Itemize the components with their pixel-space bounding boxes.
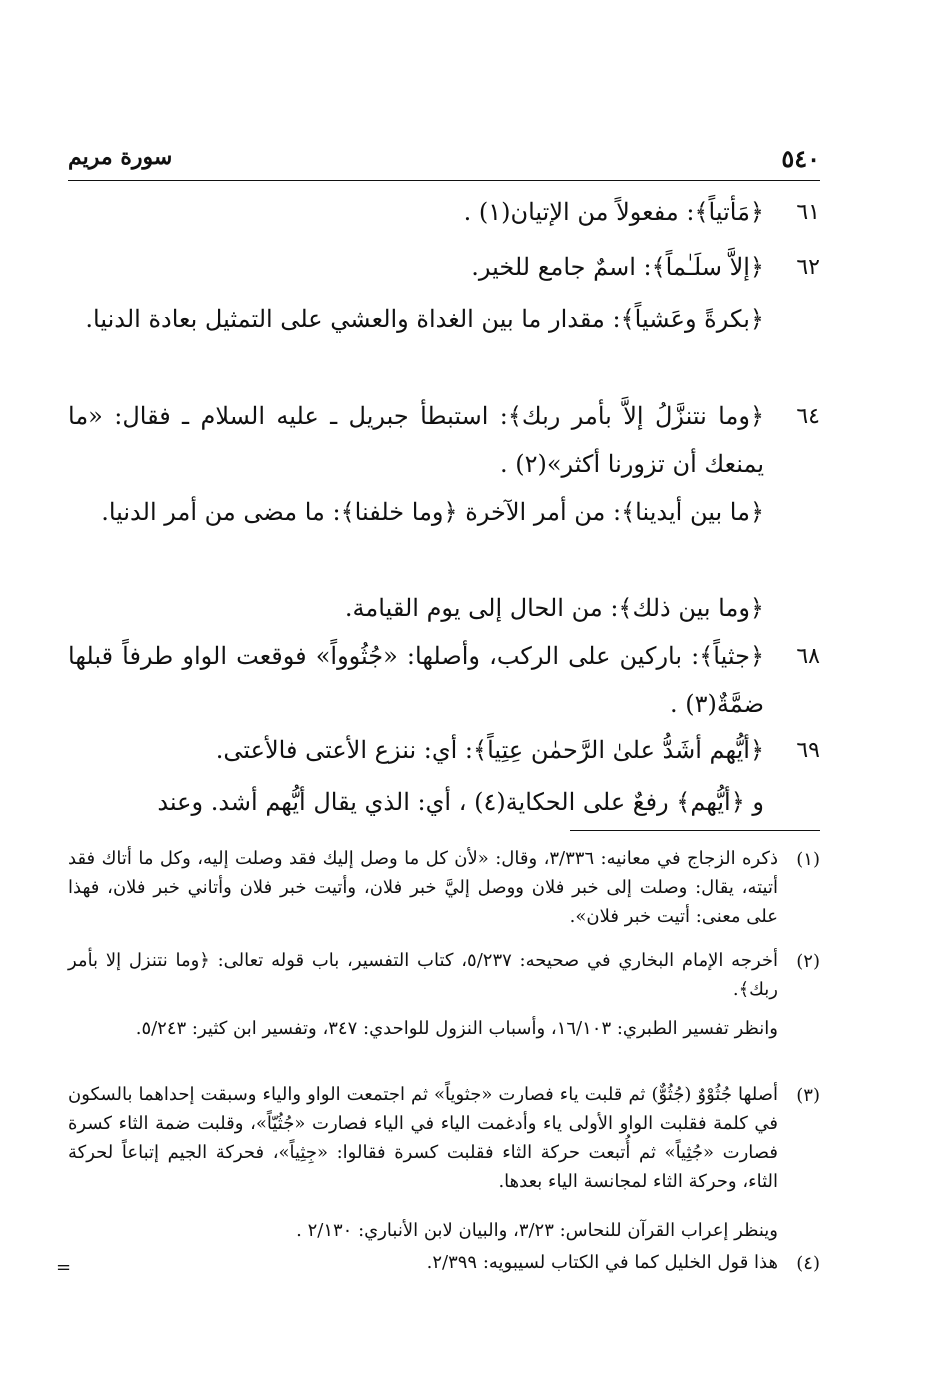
footnote	[68, 844, 820, 934]
footnote-text: ذكره الزجاج في معانيه: ٣/٣٣٦، وقال: «لأن كل ما وصل إليك فقد وصلت إليه، وكل ما أتاك فقد أتيته، يقال: وصلت إلى خبر فلان ووصل إليَّ خبر فلان، وأتيت خبر فلان وأتاني خبر فلان، فهذا على معنى: أتيت خبر فلان».	[68, 848, 778, 927]
verse-text: ﴿جثياً﴾: باركين على الركب، وأصلها: «جُثُوواً» فوقعت الواو طرفاً قبلها ضمَّةٌ(٣) .	[68, 642, 764, 718]
verse-number: ٦٩	[796, 738, 820, 763]
footnote-number: (٢)	[796, 951, 820, 972]
footnote-number: (١)	[796, 849, 820, 870]
footnote-number: (٣)	[796, 1085, 820, 1106]
footnote-text: وينظر إعراب القرآن للنحاس: ٣/٢٣، والبيان لابن الأنباري: ٢/١٣٠ .	[296, 1220, 778, 1241]
verse-text: ﴿وما بين ذلك﴾: من الحال إلى يوم القيامة.	[344, 594, 764, 622]
footnote-text: هذا قول الخليل كما في الكتاب لسيبويه: ٢/٣٩٩.	[426, 1252, 778, 1273]
footnote-number: (٤)	[796, 1253, 820, 1274]
verse-entry	[68, 392, 820, 488]
footnote	[68, 1014, 820, 1074]
verse-entry	[68, 295, 820, 391]
verse-text: و ﴿أيُّهم﴾ رفعٌ على الحكاية(٤) ، أي: الذي يقال أيُّهم أشد. وعند	[157, 788, 764, 816]
verse-entry	[68, 632, 820, 728]
footnote	[68, 1248, 820, 1278]
footnote	[68, 1080, 820, 1200]
footnote-text: أصلها جُثُوْوٌ (جُثُوٌّ) ثم قلبت ياء فصارت «جثوياً» ثم اجتمعت الواو والياء وسبقت إحداهما بالسكون في كلمة فقلبت الواو الأولى ياء وأدغمت الياء في الياء فصارت «جُثُيّاً»، وقلبت ضمة الثاء كسرة فصارت «جُثِياً» ثم أُتبعت حركة الثاء فقلبت كسرة فقالوا: «جِثِياً»، فحركة الجيم إتباعاً لحركة الثاء، وحركة الثاء لمجانسة الياء بعدها.	[68, 1084, 778, 1192]
verse-number: ٦٨	[796, 644, 820, 669]
verse-number: ٦٤	[796, 404, 820, 429]
verse-number: ٦٢	[796, 255, 820, 280]
verse-entry	[68, 778, 820, 826]
footnote-divider	[570, 830, 820, 831]
verse-number: ٦١	[796, 200, 820, 225]
footnote	[68, 1216, 820, 1246]
verse-text: ﴿مَأتياً﴾: مفعولاً من الإتيان(١) .	[463, 198, 764, 226]
page-header	[68, 140, 820, 180]
verse-text: ﴿إلاَّ سلَـٰماً﴾: اسمٌ جامع للخير.	[471, 253, 764, 281]
footnote-text: وانظر تفسير الطبري: ١٦/١٠٣، وأسباب النزول للواحدي: ٣٤٧، وتفسير ابن كثير: ٥/٢٤٣.	[135, 1018, 778, 1039]
verse-text: ﴿ما بين أيدينا﴾: من أمر الآخرة ﴿وما خلفنا﴾: ما مضى من أمر الدنيا.	[101, 498, 764, 526]
verse-text: ﴿بكرةً وعَشياً﴾: مقدار ما بين الغداة والعشي على التمثيل بعادة الدنيا.	[85, 305, 764, 333]
verse-entry	[68, 726, 820, 774]
page-number: ٥٤٠	[781, 144, 820, 173]
footnote	[68, 946, 820, 1006]
verse-entry	[68, 584, 820, 632]
verse-text: ﴿أيُّهم أشَدُّ علىٰ الرَّحمٰن عِتِياً﴾: أي: ننزع الأعتى فالأعتى.	[215, 736, 764, 764]
footnote-text: أخرجه الإمام البخاري في صحيحه: ٥/٢٣٧، كتاب التفسير، باب قوله تعالى: ﴿وما نتنزل إلا بأمر ربك﴾.	[68, 950, 779, 1000]
surah-title: سورة مريم	[68, 144, 173, 170]
verse-entry	[68, 243, 820, 291]
header-divider	[68, 180, 820, 181]
continuation-mark: =	[56, 1257, 72, 1278]
verse-entry	[68, 188, 820, 236]
verse-text: ﴿وما نتنزَّلُ إلاَّ بأمر ربك﴾: استبطأ جبريل ـ عليه السلام ـ فقال: «ما يمنعك أن تزورنا أكثر»(٢) .	[68, 402, 764, 478]
verse-entry	[68, 488, 820, 584]
